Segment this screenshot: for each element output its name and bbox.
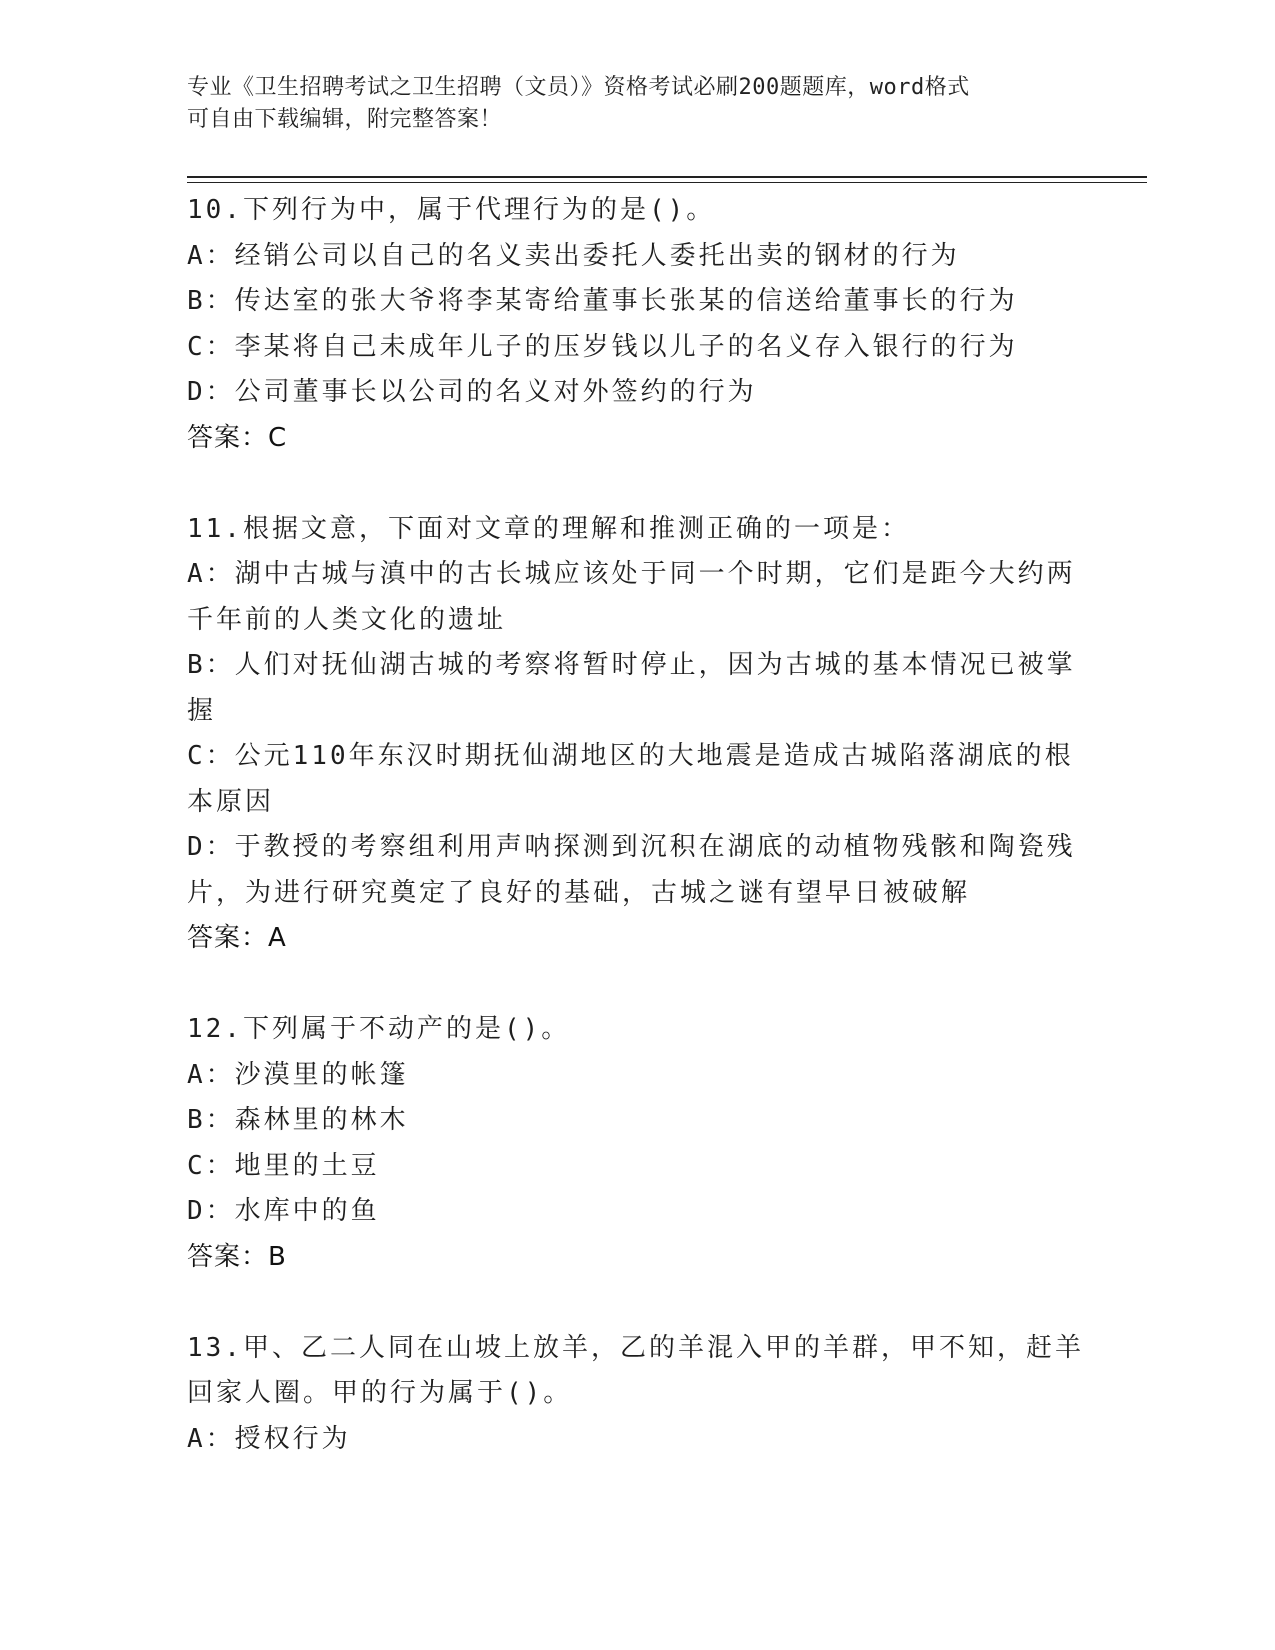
option-c-continued: 本原因 xyxy=(187,786,275,817)
option-d: D：水库中的鱼 xyxy=(187,1196,380,1226)
question-stem-continued: 回家人圈。甲的行为属于()。 xyxy=(187,1378,573,1408)
option-a: A：沙漠里的帐篷 xyxy=(187,1059,409,1090)
header-title-line-2: 可自由下载编辑，附完整答案！ xyxy=(187,107,503,132)
answer-label: 答案：C xyxy=(187,422,288,453)
option-d: D：公司董事长以公司的名义对外签约的行为 xyxy=(187,377,757,407)
document-header xyxy=(187,72,1087,136)
question-block xyxy=(187,188,1087,461)
question-block xyxy=(187,1007,1087,1280)
question-stem: 10.下列行为中，属于代理行为的是()。 xyxy=(187,195,716,225)
question-list xyxy=(187,188,1087,1462)
option-a: A：经销公司以自己的名义卖出委托人委托出卖的钢材的行为 xyxy=(187,240,960,271)
option-d-continued: 片，为进行研究奠定了良好的基础，古城之谜有望早日被破解 xyxy=(187,877,971,908)
option-a-continued: 千年前的人类文化的遗址 xyxy=(187,604,507,635)
option-c: C：李某将自己未成年儿子的压岁钱以儿子的名义存入银行的行为 xyxy=(187,331,1018,362)
option-b-continued: 握 xyxy=(187,695,217,726)
question-block xyxy=(187,507,1087,962)
option-c: C：公元110年东汉时期抚仙湖地区的大地震是造成古城陷落湖底的根 xyxy=(187,741,1074,771)
question-spacer xyxy=(187,962,1087,1008)
header-divider-thin xyxy=(187,182,1147,183)
answer-label: 答案：B xyxy=(187,1241,287,1272)
option-a: A：湖中古城与滇中的古长城应该处于同一个时期，它们是距今大约两 xyxy=(187,559,1076,589)
question-stem: 11.根据文意，下面对文章的理解和推测正确的一项是： xyxy=(187,513,910,544)
header-title-line-1: 专业《卫生招聘考试之卫生招聘（文员）》资格考试必刷200题题库，word格式 xyxy=(187,75,970,100)
question-spacer xyxy=(187,1280,1087,1326)
header-divider-thick xyxy=(187,176,1147,178)
option-b: B：传达室的张大爷将李某寄给董事长张某的信送给董事长的行为 xyxy=(187,286,1018,316)
option-b: B：森林里的林木 xyxy=(187,1105,409,1135)
option-c: C：地里的土豆 xyxy=(187,1150,380,1181)
option-d: D：于教授的考察组利用声呐探测到沉积在湖底的动植物残骸和陶瓷残 xyxy=(187,832,1076,862)
question-spacer xyxy=(187,461,1087,507)
question-block xyxy=(187,1326,1087,1463)
answer-label: 答案：A xyxy=(187,923,287,953)
question-stem: 13.甲、乙二人同在山坡上放羊，乙的羊混入甲的羊群，甲不知，赶羊 xyxy=(187,1332,1084,1363)
option-b: B：人们对抚仙湖古城的考察将暂时停止，因为古城的基本情况已被掌 xyxy=(187,650,1076,680)
question-stem: 12.下列属于不动产的是()。 xyxy=(187,1014,571,1044)
option-a: A：授权行为 xyxy=(187,1423,351,1454)
